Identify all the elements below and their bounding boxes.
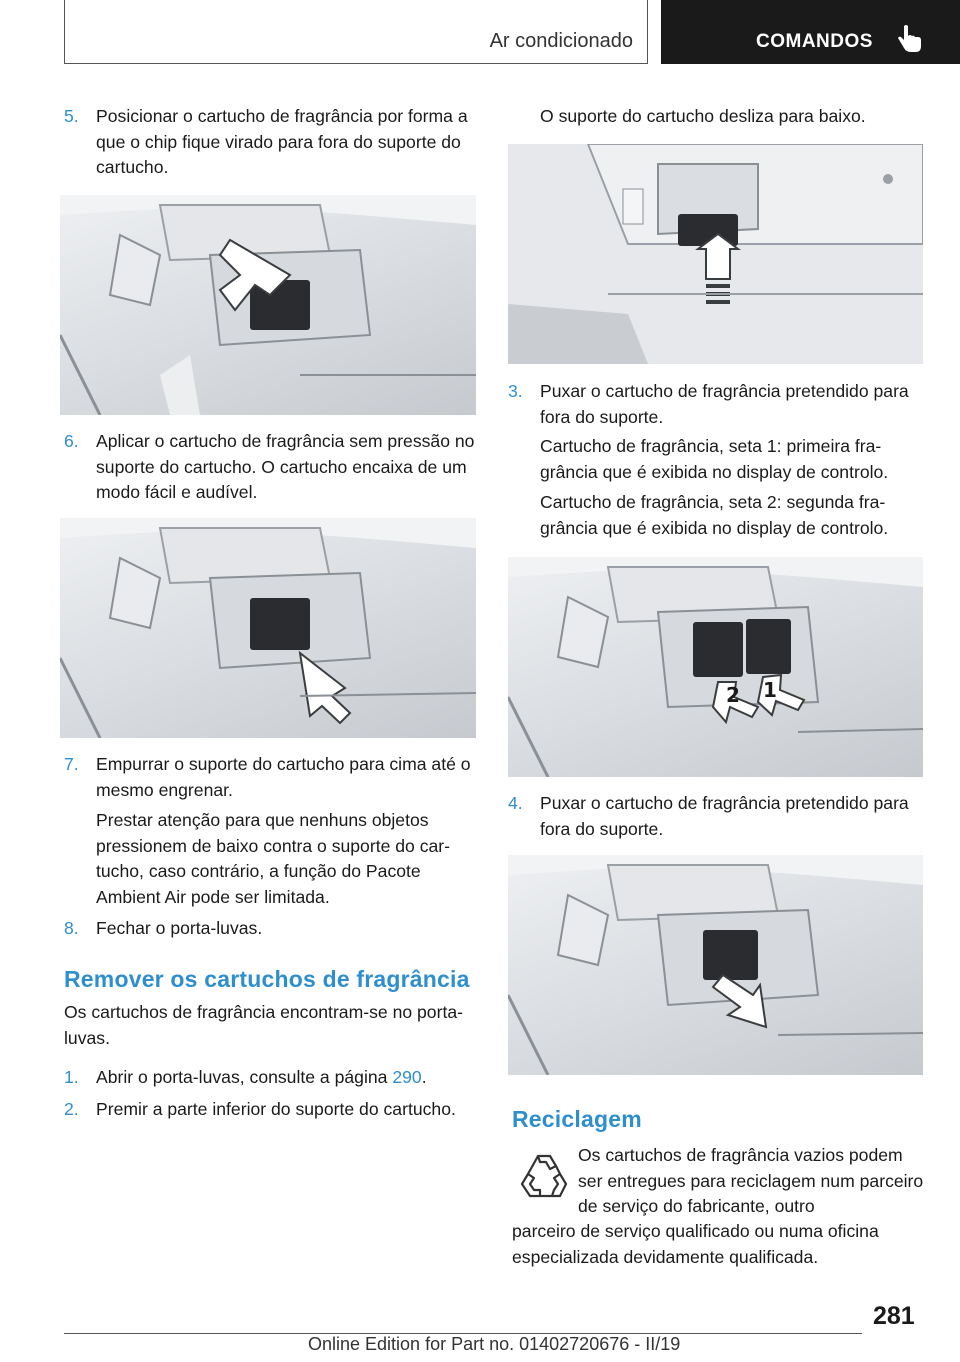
heading-recycling: Reciclagem [512,1106,642,1132]
step-text: Aplicar o cartucho de fragrância sem pressão no suporte do cartucho. O cartucho encaixa de um modo fácil e audível. [96,431,475,502]
step-text: Premir a parte inferior do suporte do cartucho. [96,1099,456,1119]
figure-two-cartridges [508,557,923,777]
step-text: Empurrar o suporte do cartucho para cima até o mesmo engrenar. [96,754,471,800]
pointing-hand-icon [894,24,924,54]
chapter-title: COMANDOS [756,31,873,52]
step-number: 7. [64,754,79,774]
step-text: Fechar o porta-luvas. [96,918,263,938]
step-number: 6. [64,431,79,451]
page-number: 281 [873,1302,915,1330]
recycle-icon [516,1150,572,1206]
step-number: 3. [508,381,523,401]
arrow-label-1: 1 [763,678,777,702]
step-number: 1. [64,1067,79,1087]
step-number: 8. [64,918,79,938]
step-number: 5. [64,106,79,126]
step-3-note-1: Cartucho de fragrância, seta 1: primeira fragrância que é exibida no display de controlo. [540,436,889,482]
figure-cartridge-orientation [60,195,476,415]
figure-pull-cartridge [508,855,923,1075]
illustration-glovebox [60,518,476,738]
illustration-glovebox [508,557,923,777]
recycle-text-continued: parceiro de serviço qualificado ou numa oficina especializada devidamente qualificada. [512,1221,879,1267]
step-3-note-2: Cartucho de fragrância, seta 2: segunda fragrância que é exibida no display de controlo. [540,492,889,538]
step-text: Puxar o cartucho de fragrância pretendido para fora do suporte. [540,381,909,427]
step-number: 2. [64,1099,79,1119]
illustration-glovebox [60,195,476,415]
step-text: Puxar o cartucho de fragrância pretendido para fora do suporte. [540,793,909,839]
section-title: Ar condicionado [489,30,633,52]
figure-cartridge-insert [60,518,476,738]
heading-remove-cartridges: Remover os cartuchos de fragrância [64,966,470,992]
continued-text: O suporte do cartucho desliza para baixo. [540,106,866,126]
chapter-tab [661,0,960,64]
footer-edition: Online Edition for Part no. 01402720676 - II/19 [308,1334,681,1354]
illustration-glovebox [508,855,923,1075]
figure-holder-slides-down [508,144,923,364]
remove-intro: Os cartuchos de fragrância encontram-se no porta-luvas. [64,1002,463,1048]
arrow-label-2: 2 [726,683,740,707]
recycle-text: Os cartuchos de fragrância vazios podem ser entregues para reciclagem num parceiro de serviço do fabricante, outro [578,1145,924,1216]
step-number: 4. [508,793,523,813]
step-text: Posicionar o cartucho de fragrância por forma a que o chip fique virado para fora do suporte do cartucho. [96,106,468,177]
page-reference-link[interactable]: 290 [392,1067,422,1087]
step-7-note: Prestar atenção para que nenhuns objetos pressionem de baixo contra o suporte do cartucho, caso contrário, a função do Pacote Ambient Air pode ser limitada. [96,810,451,907]
step-text: Abrir o porta-luvas, consulte a página 290. [96,1067,427,1087]
illustration-glovebox [508,144,923,364]
